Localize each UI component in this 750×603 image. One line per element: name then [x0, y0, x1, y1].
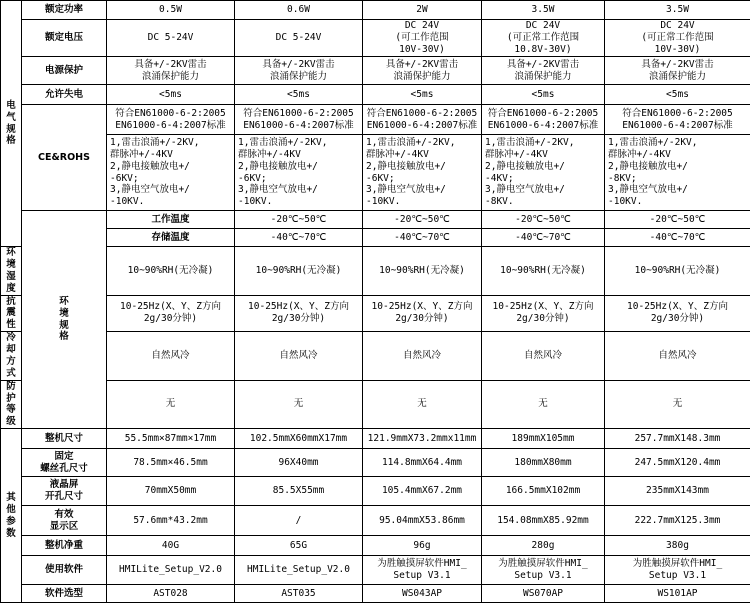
- spec-cell: 无: [107, 380, 235, 429]
- spec-row-lcd-cutout: [1, 477, 750, 506]
- spec-row-ip-rating: [1, 380, 750, 429]
- spec-cell: 具备+/-2KV雷击 浪涌保护能力: [605, 57, 750, 85]
- spec-row-cooling: [1, 332, 750, 381]
- row-label-humidity: 环境湿度: [1, 247, 22, 296]
- spec-cell: 57.6mm*43.2mm: [107, 506, 235, 536]
- spec-cell: 166.5mmX102mm: [482, 477, 605, 506]
- spec-cell: -40℃~70℃: [605, 229, 750, 247]
- spec-cell: 189mmX105mm: [482, 429, 605, 449]
- spec-cell: 无: [235, 380, 363, 429]
- spec-cell: 1,雷击浪涌+/-2KV, 群脉冲+/-4KV 2,静电接触放电+/ -4KV; 3,静电空气放电+/ -8KV.: [482, 135, 605, 211]
- spec-cell: DC 5-24V: [107, 20, 235, 57]
- spec-cell: 为胜触摸屏软件HMI_ Setup V3.1: [482, 556, 605, 585]
- spec-cell: 具备+/-2KV雷击 浪涌保护能力: [235, 57, 363, 85]
- spec-cell: 105.4mmX67.2mm: [363, 477, 482, 506]
- spec-row-software: [1, 556, 750, 585]
- spec-cell: 10~90%RH(无冷凝): [107, 247, 235, 296]
- group-label-other: 其 他 参 数: [1, 429, 22, 603]
- spec-cell: 符合EN61000-6-2:2005 EN61000-6-4:2007标准: [482, 105, 605, 135]
- spec-cell: 40G: [107, 536, 235, 556]
- spec-cell: 78.5mm×46.5mm: [107, 449, 235, 477]
- spec-row-ce-test: [1, 135, 750, 211]
- spec-cell: 114.8mmX64.4mm: [363, 449, 482, 477]
- spec-cell: <5ms: [107, 85, 235, 105]
- spec-cell: 1,雷击浪涌+/-2KV, 群脉冲+/-4KV 2,静电接触放电+/ -6KV; 3,静电空气放电+/ -10KV.: [107, 135, 235, 211]
- spec-cell: 235mmX143mm: [605, 477, 750, 506]
- spec-cell: -20℃~50℃: [605, 211, 750, 229]
- spec-cell: 为胜触摸屏软件HMI_ Setup V3.1: [605, 556, 750, 585]
- row-label-ip-rating: 防护等级: [1, 380, 22, 429]
- spec-row-work-temp: [1, 211, 750, 229]
- spec-cell: /: [235, 506, 363, 536]
- spec-cell: 180mmX80mm: [482, 449, 605, 477]
- spec-cell: 70mmX50mm: [107, 477, 235, 506]
- spec-row-power-loss: [1, 85, 750, 105]
- spec-row-humidity: [1, 247, 750, 296]
- spec-cell: 280g: [482, 536, 605, 556]
- spec-row-dimensions: [1, 429, 750, 449]
- spec-cell: 65G: [235, 536, 363, 556]
- spec-cell: -20℃~50℃: [482, 211, 605, 229]
- row-label-display-area: 有效 显示区: [22, 506, 107, 536]
- group-label-environment: 环 境 规 格: [22, 211, 107, 429]
- spec-cell: 10-25Hz(X、Y、Z方向 2g/30分钟): [363, 295, 482, 332]
- spec-row-display-area: [1, 506, 750, 536]
- spec-cell: 102.5mmX60mmX17mm: [235, 429, 363, 449]
- spec-cell: WS043AP: [363, 585, 482, 603]
- spec-cell: 自然风冷: [482, 332, 605, 381]
- row-label-cooling: 冷却方式: [1, 332, 22, 381]
- spec-cell: 自然风冷: [235, 332, 363, 381]
- row-label-protection: 电源保护: [22, 57, 107, 85]
- spec-row-model: [1, 585, 750, 603]
- row-label-voltage: 额定电压: [22, 20, 107, 57]
- row-label-weight: 整机净重: [22, 536, 107, 556]
- spec-cell: 10-25Hz(X、Y、Z方向 2g/30分钟): [605, 295, 750, 332]
- row-label-ce-test: CE&ROHS: [22, 105, 107, 211]
- spec-cell: 380g: [605, 536, 750, 556]
- row-label-power-loss: 允许失电: [22, 85, 107, 105]
- spec-cell: 符合EN61000-6-2:2005 EN61000-6-4:2007标准: [605, 105, 750, 135]
- spec-cell: 无: [605, 380, 750, 429]
- spec-cell: <5ms: [605, 85, 750, 105]
- spec-cell: 10-25Hz(X、Y、Z方向 2g/30分钟): [107, 295, 235, 332]
- spec-cell: 0.5W: [107, 1, 235, 20]
- spec-cell: WS070AP: [482, 585, 605, 603]
- spec-cell: 2W: [363, 1, 482, 20]
- spec-cell: -20℃~50℃: [363, 211, 482, 229]
- spec-row-protection: [1, 57, 750, 85]
- spec-cell: 具备+/-2KV雷击 浪涌保护能力: [482, 57, 605, 85]
- spec-cell: 0.6W: [235, 1, 363, 20]
- spec-row-vibration: [1, 295, 750, 332]
- spec-cell: -40℃~70℃: [482, 229, 605, 247]
- spec-cell: 为胜触摸屏软件HMI_ Setup V3.1: [363, 556, 482, 585]
- spec-cell: 257.7mmX148.3mm: [605, 429, 750, 449]
- spec-cell: DC 24V (可工作范围 10V-30V): [363, 20, 482, 57]
- spec-cell: 10~90%RH(无冷凝): [482, 247, 605, 296]
- spec-cell: DC 24V (可正常工作范围 10.8V-30V): [482, 20, 605, 57]
- row-label-power: 额定功率: [22, 1, 107, 20]
- row-label-software: 使用软件: [22, 556, 107, 585]
- spec-cell: 85.5X55mm: [235, 477, 363, 506]
- spec-cell: 10~90%RH(无冷凝): [363, 247, 482, 296]
- spec-cell: 符合EN61000-6-2:2005 EN61000-6-4:2007标准: [363, 105, 482, 135]
- spec-cell: 自然风冷: [363, 332, 482, 381]
- row-label-model: 软件选型: [22, 585, 107, 603]
- spec-cell: 具备+/-2KV雷击 浪涌保护能力: [363, 57, 482, 85]
- spec-cell: 符合EN61000-6-2:2005 EN61000-6-4:2007标准: [235, 105, 363, 135]
- spec-cell: 121.9mmX73.2mmx11mm: [363, 429, 482, 449]
- spec-cell: 10-25Hz(X、Y、Z方向 2g/30分钟): [482, 295, 605, 332]
- spec-cell: DC 24V (可正常工作范围 10V-30V): [605, 20, 750, 57]
- spec-cell: 96X40mm: [235, 449, 363, 477]
- spec-cell: -40℃~70℃: [235, 229, 363, 247]
- spec-cell: 222.7mmX125.3mm: [605, 506, 750, 536]
- spec-cell: <5ms: [235, 85, 363, 105]
- spec-cell: WS101AP: [605, 585, 750, 603]
- spec-row-voltage: [1, 20, 750, 57]
- spec-cell: 10~90%RH(无冷凝): [235, 247, 363, 296]
- spec-cell: 1,雷击浪涌+/-2KV, 群脉冲+/-4KV 2,静电接触放电+/ -6KV; 3,静电空气放电+/ -10KV.: [363, 135, 482, 211]
- spec-row-storage-temp: [1, 229, 750, 247]
- row-label-hole: 固定 螺丝孔尺寸: [22, 449, 107, 477]
- spec-cell: DC 5-24V: [235, 20, 363, 57]
- row-label-dimensions: 整机尺寸: [22, 429, 107, 449]
- spec-cell: 具备+/-2KV雷击 浪涌保护能力: [107, 57, 235, 85]
- spec-cell: 1,雷击浪涌+/-2KV, 群脉冲+/-4KV 2,静电接触放电+/ -8KV; 3,静电空气放电+/ -10KV.: [605, 135, 750, 211]
- spec-cell: AST035: [235, 585, 363, 603]
- spec-cell: 247.5mmX120.4mm: [605, 449, 750, 477]
- spec-cell: 无: [482, 380, 605, 429]
- spec-cell: 自然风冷: [107, 332, 235, 381]
- spec-cell: <5ms: [363, 85, 482, 105]
- spec-row-ce-std: [1, 105, 750, 135]
- spec-cell: <5ms: [482, 85, 605, 105]
- spec-cell: 10~90%RH(无冷凝): [605, 247, 750, 296]
- row-label-vibration: 抗震性: [1, 295, 22, 332]
- spec-cell: 自然风冷: [605, 332, 750, 381]
- spec-cell: 3.5W: [482, 1, 605, 20]
- spec-cell: 符合EN61000-6-2:2005 EN61000-6-4:2007标准: [107, 105, 235, 135]
- spec-cell: 10-25Hz(X、Y、Z方向 2g/30分钟): [235, 295, 363, 332]
- row-label-storage-temp: 存储温度: [107, 229, 235, 247]
- spec-cell: AST028: [107, 585, 235, 603]
- spec-cell: 154.08mmX85.92mm: [482, 506, 605, 536]
- spec-cell: 55.5mm×87mm×17mm: [107, 429, 235, 449]
- spec-cell: -40℃~70℃: [363, 229, 482, 247]
- spec-cell: 3.5W: [605, 1, 750, 20]
- group-label-electrical: 电 气 规 格: [1, 1, 22, 247]
- spec-cell: HMILite_Setup_V2.0: [107, 556, 235, 585]
- spec-row-hole: [1, 449, 750, 477]
- spec-cell: 1,雷击浪涌+/-2KV, 群脉冲+/-4KV 2,静电接触放电+/ -6KV; 3,静电空气放电+/ -10KV.: [235, 135, 363, 211]
- spec-cell: HMILite_Setup_V2.0: [235, 556, 363, 585]
- spec-cell: 96g: [363, 536, 482, 556]
- spec-cell: -20℃~50℃: [235, 211, 363, 229]
- spec-row-power: [1, 1, 750, 20]
- spec-cell: 无: [363, 380, 482, 429]
- spec-row-weight: [1, 536, 750, 556]
- spec-cell: 95.04mmX53.86mm: [363, 506, 482, 536]
- row-label-lcd-cutout: 液晶屏 开孔尺寸: [22, 477, 107, 506]
- row-label-work-temp: 工作温度: [107, 211, 235, 229]
